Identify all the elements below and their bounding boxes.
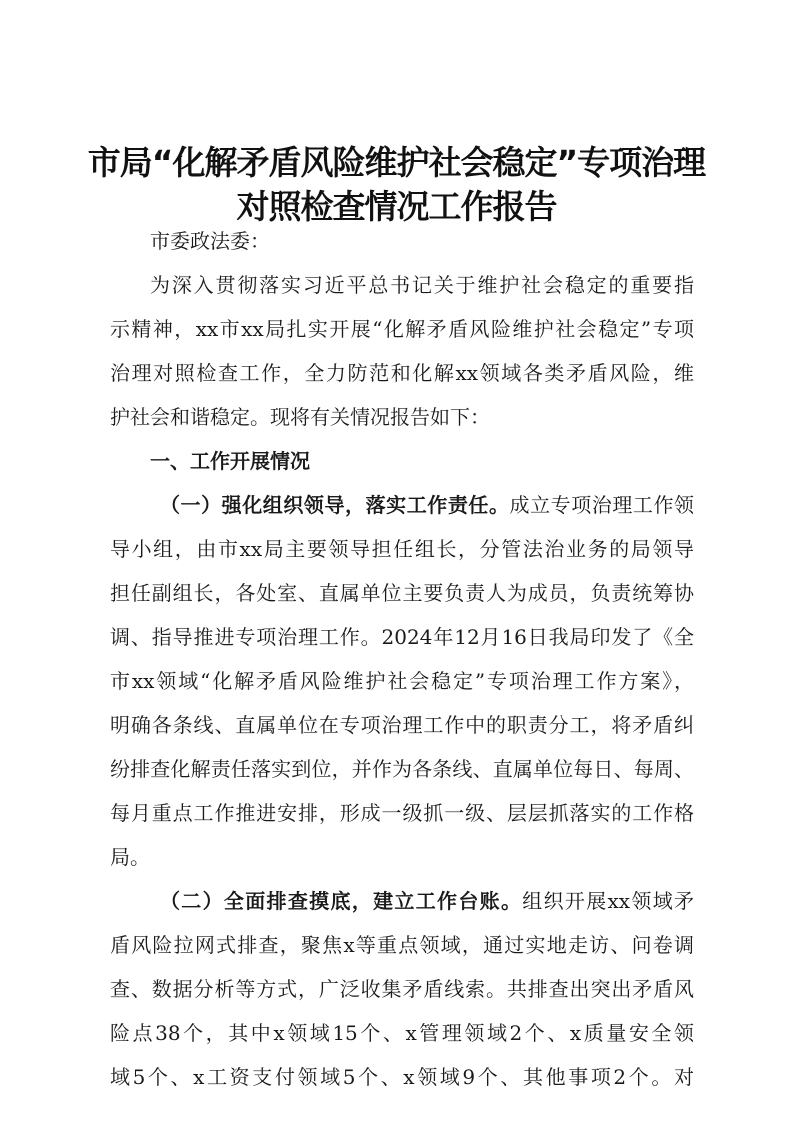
document-title-line-2: 对照检查情况工作报告 xyxy=(236,187,557,226)
paragraph-line: 盾风险拉网式排查，聚焦x等重点领域，通过实地走访、问卷调 xyxy=(110,933,694,957)
paragraph-line: 查、数据分析等方式，广泛收集矛盾线索。共排查出突出矛盾风 xyxy=(110,977,694,1001)
paragraph-text: 成立专项治理工作领 xyxy=(509,493,695,517)
paragraph-first-line xyxy=(160,888,694,914)
paragraph-first-line xyxy=(160,492,694,518)
paragraph-line: 导小组，由市xx局主要领导担任组长，分管法治业务的局领导 xyxy=(110,537,694,561)
paragraph-line: 调、指导推进专项治理工作。2024年12月16日我局印发了《全 xyxy=(110,625,694,649)
paragraph-line: 每月重点工作推进安排，形成一级抓一级、层层抓落实的工作格 xyxy=(110,801,694,825)
intro-line: 为深入贯彻落实习近平总书记关于维护社会稳定的重要指 xyxy=(150,273,694,297)
paragraph-line: 明确各条线、直属单位在专项治理工作中的职责分工，将矛盾纠 xyxy=(110,713,694,737)
intro-line: 治理对照检查工作，全力防范和化解xx领域各类矛盾风险，维 xyxy=(110,361,694,385)
paragraph-text: 组织开展xx领域矛 xyxy=(522,889,695,913)
paragraph-lead: （二）全面排查摸底，建立工作台账。 xyxy=(160,889,523,913)
paragraph-line: 域5个、x工资支付领域5个、x领域9个、其他事项2个。对 xyxy=(110,1065,694,1089)
paragraph-line: 市xx领域“化解矛盾风险维护社会稳定”专项治理工作方案》， xyxy=(110,669,694,693)
paragraph-line: 纷排查化解责任落实到位，并作为各条线、直属单位每日、每周、 xyxy=(110,757,694,781)
paragraph-lead: （一）强化组织领导，落实工作责任。 xyxy=(160,493,510,517)
intro-line: 护社会和谐稳定。现将有关情况报告如下： xyxy=(110,405,490,429)
document-title-line-1: 市局“化解矛盾风险维护社会稳定”专项治理 xyxy=(87,143,706,182)
paragraph-line: 险点38个，其中x领域15个、x管理领域2个、x质量安全领 xyxy=(110,1021,694,1045)
salutation: 市委政法委： xyxy=(150,229,270,253)
paragraph-line: 担任副组长，各处室、直属单位主要负责人为成员，负责统筹协 xyxy=(110,581,694,605)
intro-line: 示精神，xx市xx局扎实开展“化解矛盾风险维护社会稳定”专项 xyxy=(110,317,694,341)
section-heading: 一、工作开展情况 xyxy=(150,449,310,473)
paragraph-line: 局。 xyxy=(110,845,150,869)
